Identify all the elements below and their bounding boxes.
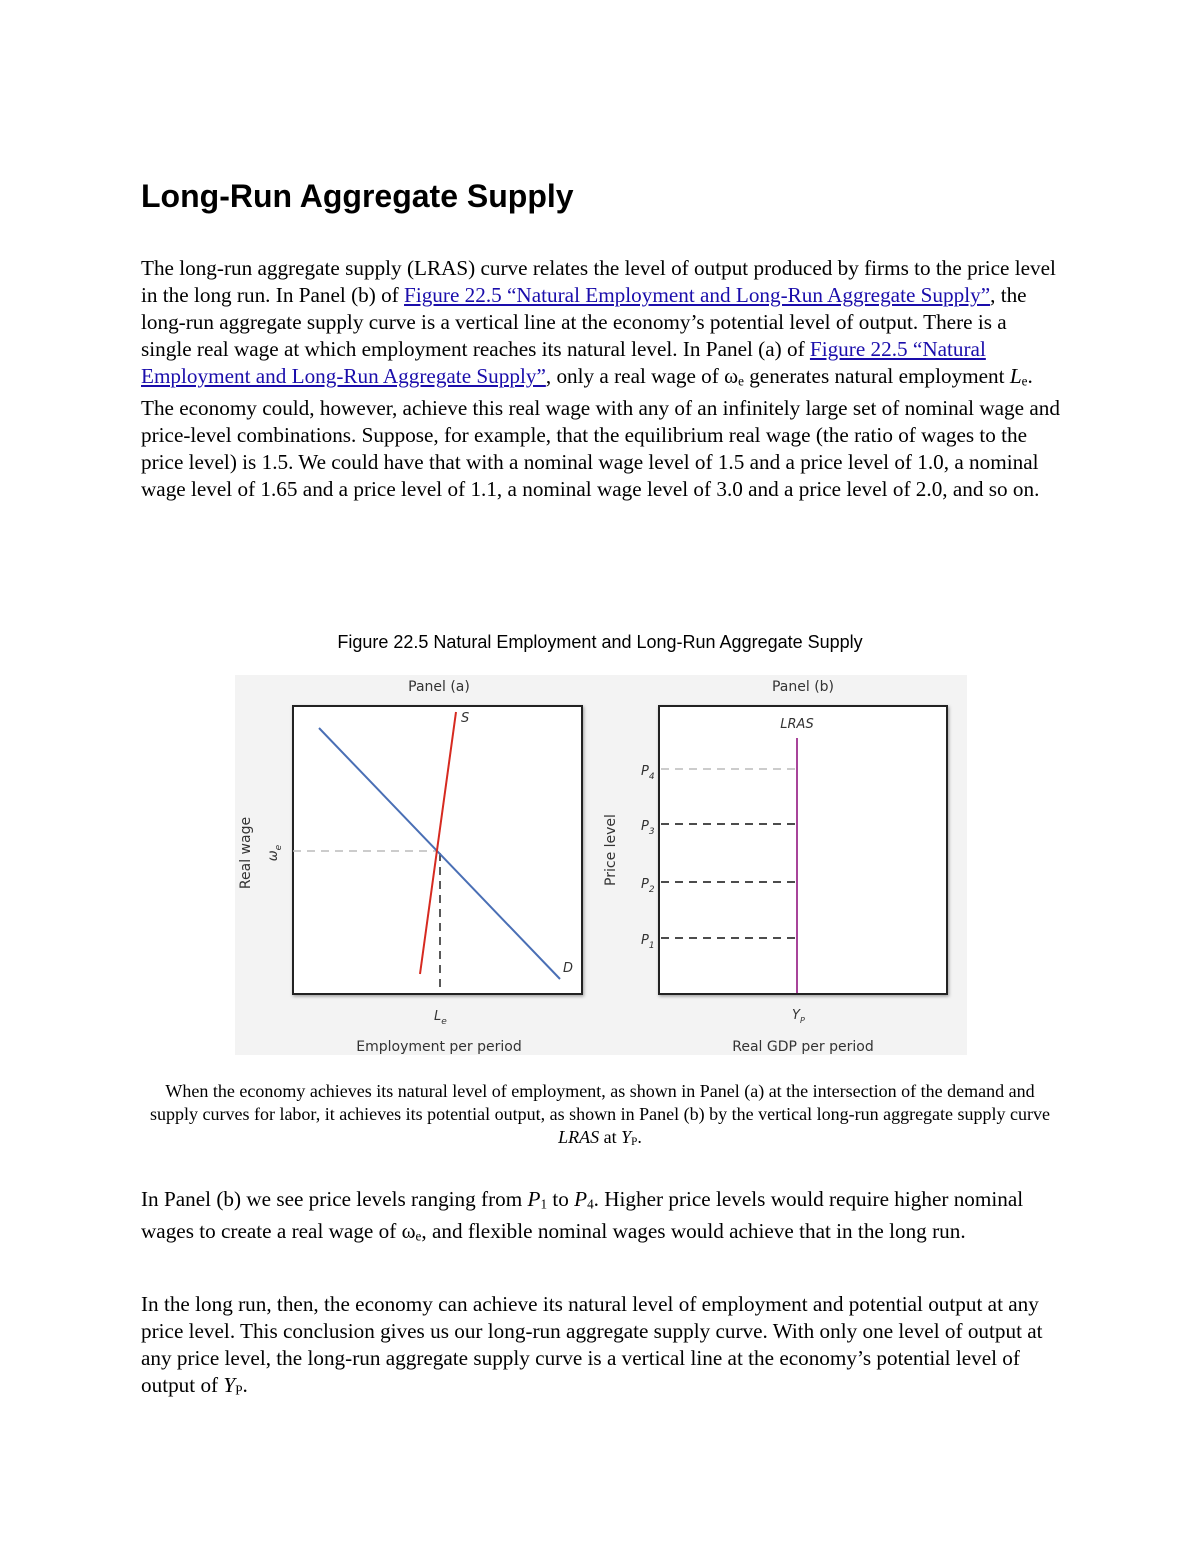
caption-text-3: . bbox=[637, 1127, 642, 1147]
panel-a-label: Panel (a) bbox=[408, 679, 470, 695]
para1-text-3: , only a real wage of bbox=[545, 364, 725, 388]
l-subscript: e bbox=[1021, 373, 1028, 389]
price-levels-paragraph bbox=[141, 1186, 1061, 1249]
omega-subscript: e bbox=[738, 373, 744, 389]
panel-b-y-axis-label: Price level bbox=[603, 814, 619, 886]
caption-text-1: When the economy achieves its natural level of employment, as shown in Panel (a) at the intersection of the demand and supply curves for labor, it achieves its potential output, as shown in Panel (b) by the vertical long-run aggregate supply curve bbox=[149, 1081, 1051, 1124]
caption-lras: LRAS bbox=[558, 1127, 600, 1147]
supply-curve-label: S bbox=[461, 711, 470, 726]
le-axis-label: $L_e$ bbox=[434, 1009, 447, 1027]
caption-text-2: at bbox=[599, 1127, 622, 1147]
para3-y-subscript: P bbox=[235, 1382, 243, 1398]
conclusion-paragraph bbox=[141, 1291, 1061, 1404]
para1-text-2: , the long-run aggregate supply curve is a vertical line at the economy’s potential level of output. There is a single real wage at which employment reaches its natural level. In Panel (a) of bbox=[141, 283, 1027, 361]
para2-text-2: to bbox=[547, 1187, 575, 1211]
p1-symbol: P bbox=[527, 1187, 541, 1211]
figure-caption bbox=[140, 1080, 1060, 1154]
para1-text-5: . The economy could, however, achieve this real wage with any of an infinitely large set of nominal wage and price-level combinations. Suppose, for example, that the equilibrium real wage (the ratio of wages to the price level) is 1.5. We could have that with a nominal wage level of 1.5 and a price level of 1.0, a nominal wage level of 1.65 and a price level of 1.1, a nominal wage level of 3.0 and a price level of 2.0, and so on. bbox=[141, 364, 1060, 501]
p1-label: $P_1$ bbox=[641, 933, 655, 951]
figure-22-5-image bbox=[235, 675, 967, 1055]
lras-label: LRAS bbox=[780, 717, 814, 732]
p1-subscript: 1 bbox=[540, 1196, 548, 1212]
yp-axis-label: $Y_P$ bbox=[792, 1008, 805, 1025]
para2-omega-subscript: e bbox=[415, 1228, 422, 1244]
p4-symbol: P bbox=[574, 1187, 588, 1211]
para2-text-3: . Higher price levels would require higher nominal wages to create a real wage of bbox=[141, 1187, 1024, 1243]
demand-curve-label: D bbox=[563, 961, 574, 976]
p2-label: $P_2$ bbox=[641, 877, 655, 895]
panel-b-x-axis-label: Real GDP per period bbox=[732, 1039, 874, 1055]
page-title: Long-Run Aggregate Supply bbox=[141, 178, 574, 214]
para1-text-1: The long-run aggregate supply (LRAS) curve relates the level of output produced by firms to the price level in the long run. In Panel (b) of bbox=[141, 256, 1056, 307]
p4-label: $P_4$ bbox=[641, 764, 655, 782]
para3-text-1: In the long run, then, the economy can achieve its natural level of employment and potential output at any price level. This conclusion gives us our long-run aggregate supply curve. With only one level of output at any price level, the long-run aggregate supply curve is a vertical line at the economy’s potential level of output of bbox=[141, 1292, 1043, 1397]
omega-axis-label: $\omega_e$ bbox=[266, 844, 284, 862]
panel-b-plot-area bbox=[659, 706, 947, 994]
figure-link-2[interactable]: Figure 22.5 “Natural Employment and Long-Run Aggregate Supply” bbox=[141, 337, 986, 388]
p3-label: $P_3$ bbox=[641, 819, 655, 837]
panel-a-x-axis-label: Employment per period bbox=[356, 1039, 522, 1055]
panel-a-y-axis-label: Real wage bbox=[238, 816, 254, 890]
caption-y-symbol: Y bbox=[621, 1127, 632, 1147]
p4-subscript: 4 bbox=[587, 1196, 594, 1212]
para2-text-4: , and flexible nominal wages would achieve that in the long run. bbox=[421, 1218, 966, 1243]
figure-link-1[interactable]: Figure 22.5 “Natural Employment and Long-Run Aggregate Supply” bbox=[404, 283, 991, 307]
para1-text-4: generates natural employment bbox=[743, 364, 1010, 388]
para3-y-symbol: Y bbox=[223, 1373, 236, 1397]
para2-omega-symbol: ω bbox=[401, 1218, 416, 1243]
l-symbol: L bbox=[1009, 364, 1022, 388]
panel-b-label: Panel (b) bbox=[771, 679, 835, 695]
para2-text-1: In Panel (b) we see price levels ranging from bbox=[141, 1187, 528, 1211]
intro-paragraph bbox=[141, 255, 1061, 503]
omega-symbol: ω bbox=[724, 364, 739, 388]
para3-text-2: . bbox=[242, 1373, 248, 1397]
caption-y-subscript: P bbox=[631, 1136, 638, 1149]
figure-title: Figure 22.5 Natural Employment and Long-Run Aggregate Supply bbox=[337, 632, 863, 652]
